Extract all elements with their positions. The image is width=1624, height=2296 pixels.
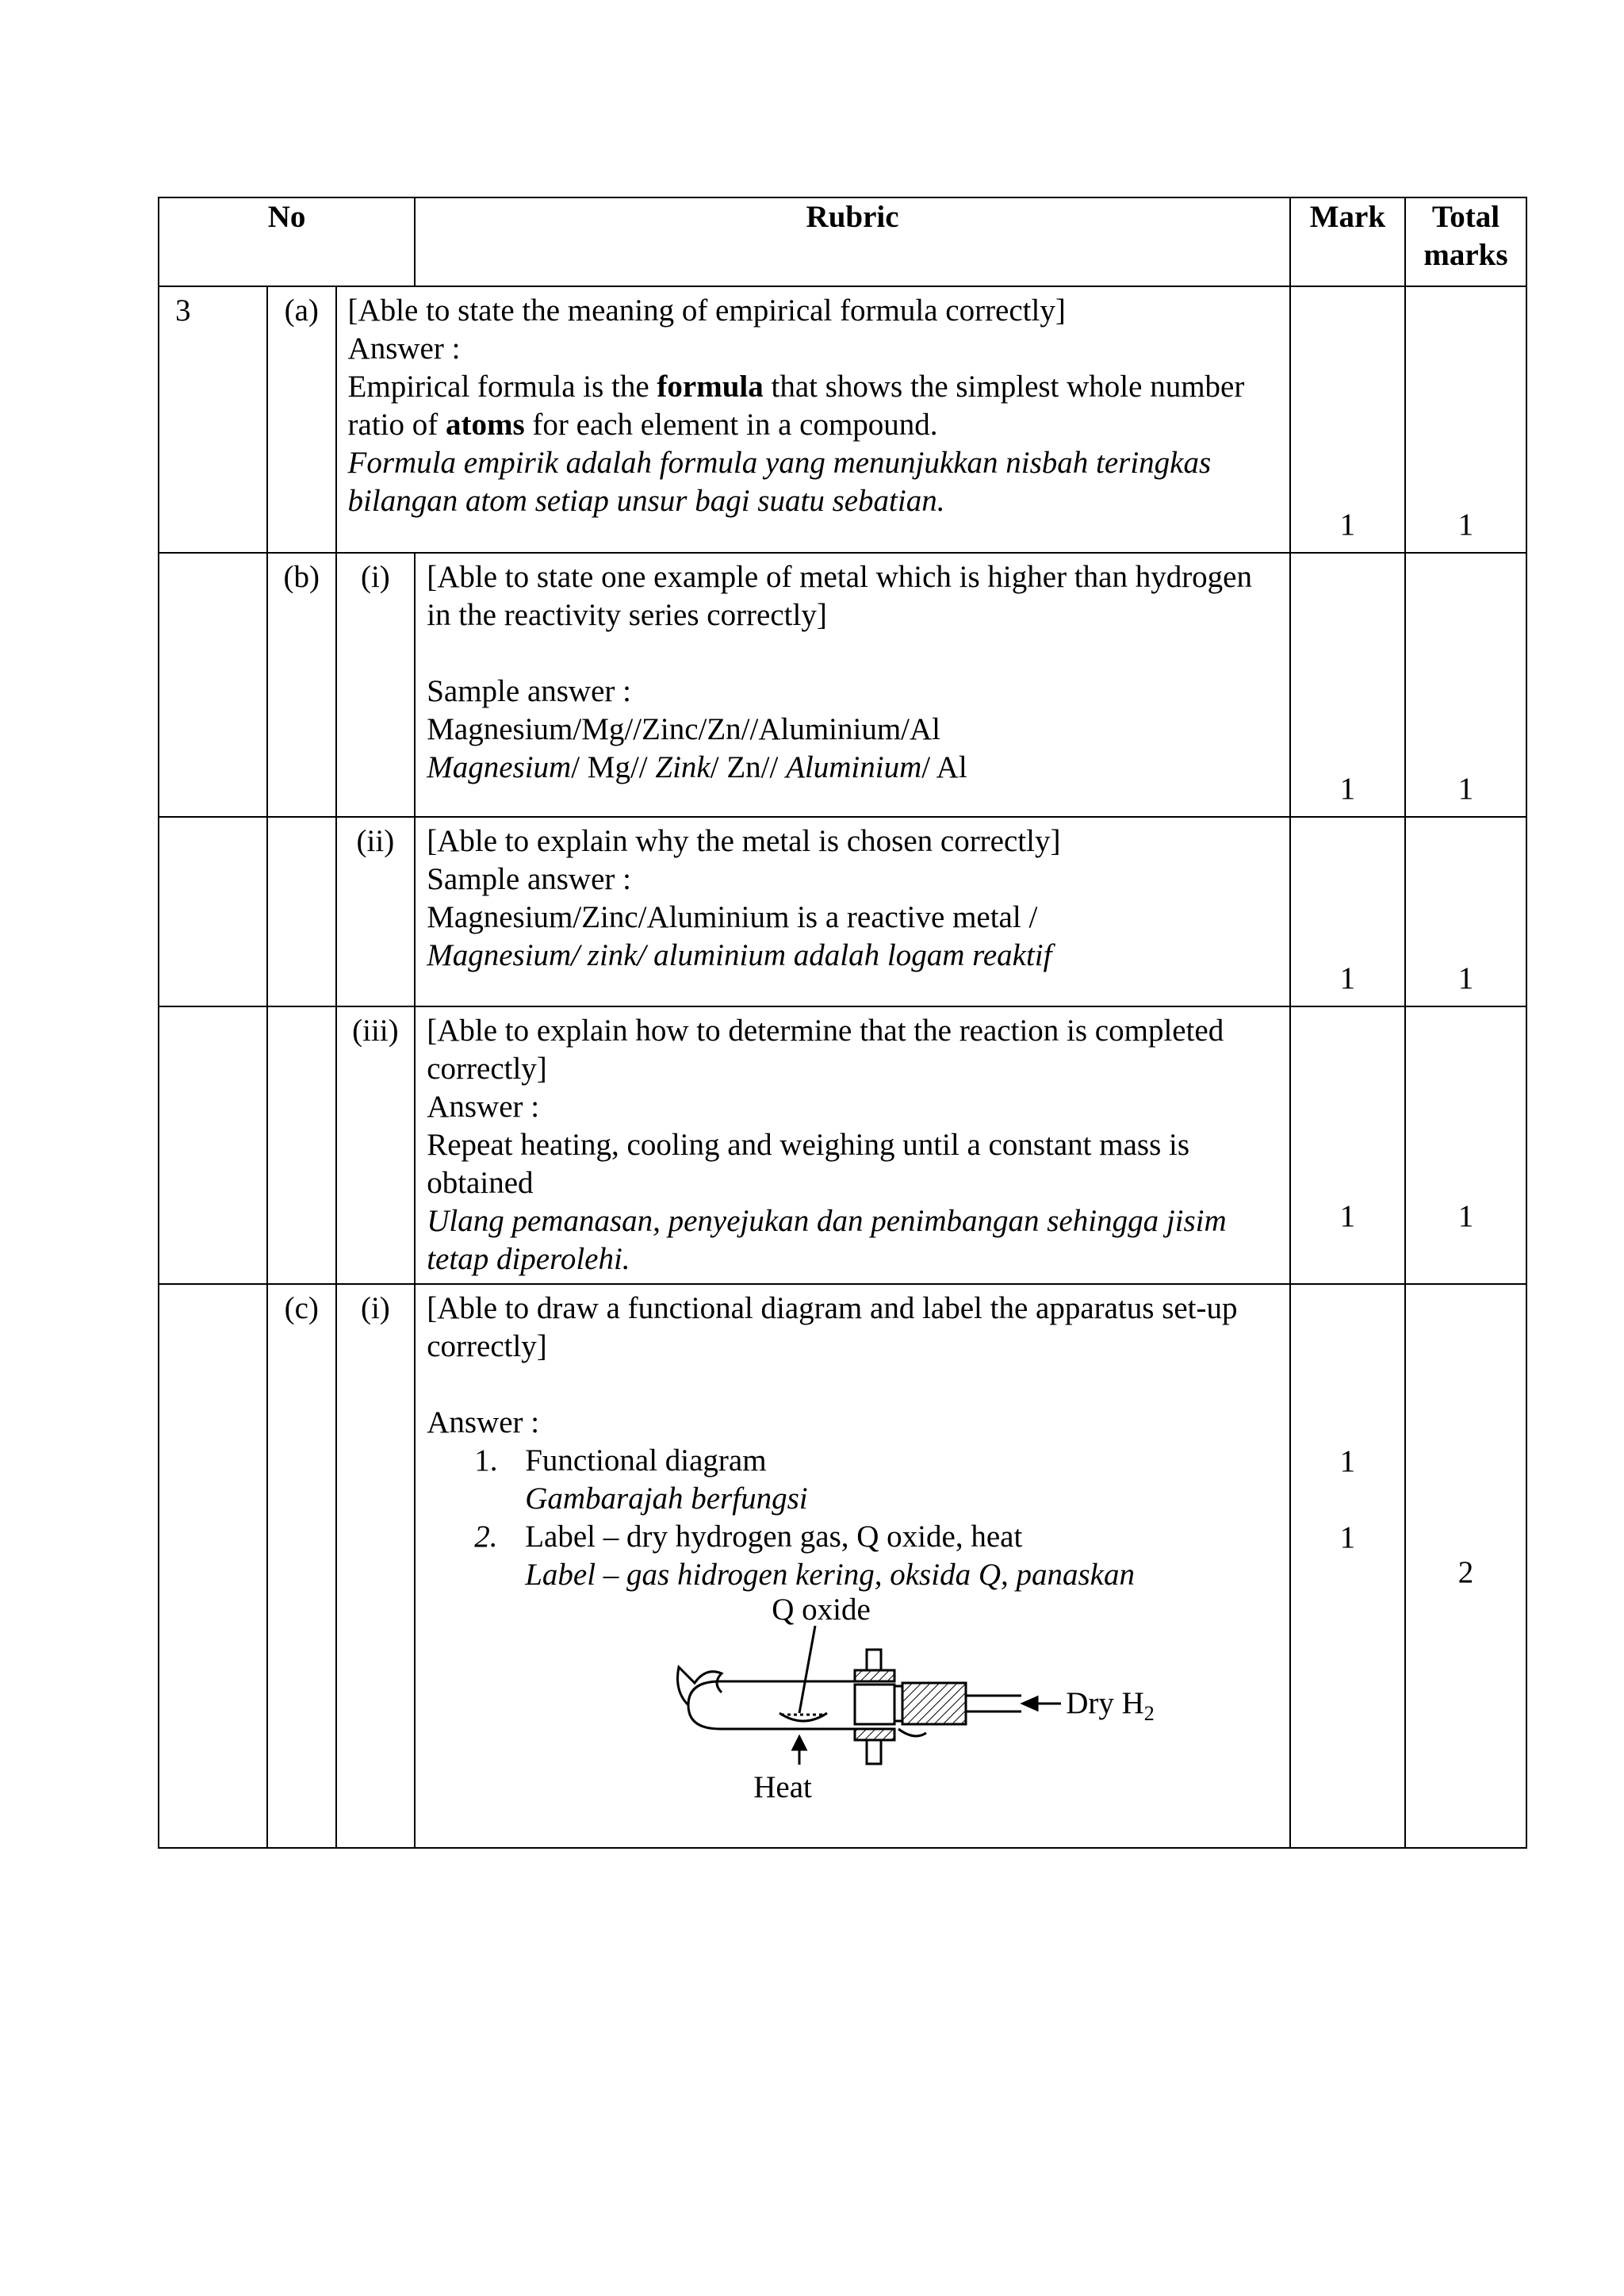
list-text: Label – dry hydrogen gas, Q oxide, heat <box>525 1520 1023 1554</box>
empty-cell <box>159 817 267 1006</box>
mark-cell: 1 <box>1290 286 1405 553</box>
list-number: 2. <box>474 1520 498 1554</box>
combustion-tube <box>688 1681 855 1729</box>
answer-segment: that shows the simplest whole number ratio of <box>347 370 1245 442</box>
subpart-label: (ii) <box>336 817 416 1006</box>
answer-malay: Magnesium/ Mg// Zink/ Zn// Aluminium/ Al <box>427 750 967 784</box>
criterion: [Able to state one example of metal which is higher than hydrogen in the reactivity series correctly] <box>427 560 1252 632</box>
header-total <box>1405 197 1526 286</box>
table-row <box>159 553 1526 817</box>
clamp-top <box>855 1670 894 1681</box>
header-total-line1: Total <box>1431 200 1500 234</box>
subpart-label: (i) <box>336 1284 416 1848</box>
header-no: No <box>159 197 415 286</box>
list-text: Functional diagram <box>525 1443 767 1478</box>
answer-text: Magnesium/Zinc/Aluminium is a reactive metal / <box>427 900 1038 934</box>
answer-label: Answer : <box>347 332 461 366</box>
part-label: (b) <box>267 553 336 817</box>
criterion: [Able to explain how to determine that the reaction is completed correctly] <box>427 1014 1224 1086</box>
question-number: 3 <box>159 286 267 553</box>
answer-malay: Ulang pemanasan, penyejukan dan penimbangan sehingga jisim tetap diperolehi. <box>427 1204 1227 1276</box>
answer-text: Repeat heating, cooling and weighing until a constant mass is obtained <box>427 1128 1190 1200</box>
total-cell: 1 <box>1405 286 1526 553</box>
q-oxide-pointer <box>799 1626 815 1713</box>
answer-list <box>427 1442 1278 1594</box>
subpart-label: (iii) <box>336 1006 416 1284</box>
rubber-connector <box>902 1683 966 1724</box>
criterion: [Able to draw a functional diagram and label the apparatus set-up correctly] <box>427 1291 1238 1363</box>
header-row <box>159 197 1526 286</box>
criterion: [Able to explain why the metal is chosen correctly] <box>427 824 1061 858</box>
label-q-oxide: Q oxide <box>772 1593 871 1627</box>
mark-cell <box>1290 1284 1405 1848</box>
answer-label: Answer : <box>427 1090 540 1124</box>
rubric-cell <box>415 1284 1290 1848</box>
list-item <box>427 1518 1278 1594</box>
label-heat: Heat <box>753 1770 812 1804</box>
table-row <box>159 1006 1526 1284</box>
total-cell: 1 <box>1405 1006 1526 1284</box>
rubric-cell <box>415 817 1290 1006</box>
answer-malay: Magnesium/ zink/ aluminium adalah logam reaktif <box>427 938 1052 972</box>
part-label: (c) <box>267 1284 336 1848</box>
table-row <box>159 286 1526 553</box>
empty-cell <box>159 553 267 817</box>
total-cell: 1 <box>1405 817 1526 1006</box>
table-row <box>159 1284 1526 1848</box>
header-mark: Mark <box>1290 197 1405 286</box>
header-rubric: Rubric <box>415 197 1290 286</box>
part-label: (a) <box>267 286 336 553</box>
list-malay: Label – gas hidrogen kering, oksida Q, panaskan <box>525 1558 1135 1592</box>
criterion: [Able to state the meaning of empirical formula correctly] <box>347 293 1066 328</box>
total-cell: 1 <box>1405 553 1526 817</box>
answer-malay: Formula empirik adalah formula yang menunjukkan nisbah teringkas bilangan atom setiap unsur bagi suatu sebatian. <box>347 446 1212 518</box>
stopper <box>855 1685 894 1724</box>
mark-cell: 1 <box>1290 1006 1405 1284</box>
delivery-tube <box>966 1696 1021 1711</box>
answer-label: Sample answer : <box>427 674 631 708</box>
subpart-label: (i) <box>336 553 416 817</box>
list-item <box>427 1442 1278 1518</box>
answer-label: Sample answer : <box>427 862 631 896</box>
answer-text: Magnesium/Mg//Zinc/Zn//Aluminium/Al <box>427 712 941 746</box>
empty-cell <box>159 1006 267 1284</box>
bold-term-atoms: atoms <box>446 408 525 442</box>
empty-cell <box>159 1284 267 1848</box>
clamp-bottom <box>855 1729 894 1740</box>
mark-cell: 1 <box>1290 553 1405 817</box>
total-cell: 2 <box>1405 1284 1526 1848</box>
apparatus-diagram <box>427 1594 1278 1832</box>
rubric-cell <box>415 553 1290 817</box>
list-malay: Gambarajah berfungsi <box>525 1481 808 1516</box>
empty-cell <box>267 817 336 1006</box>
bold-term-formula: formula <box>657 370 764 404</box>
empty-cell <box>267 1006 336 1284</box>
table-row <box>159 817 1526 1006</box>
answer-segment: Empirical formula is the <box>347 370 657 404</box>
answer-segment: for each element in a compound. <box>524 408 938 442</box>
mark-cell: 1 <box>1290 817 1405 1006</box>
label-dry-h2: Dry $H_2$ <box>1066 1686 1155 1725</box>
mark-value: 1 <box>1339 1520 1356 1554</box>
answer-text <box>348 368 1278 444</box>
header-total-line2: marks <box>1423 238 1508 272</box>
list-number: 1. <box>474 1443 498 1478</box>
answer-label: Answer : <box>427 1405 540 1439</box>
mark-value: 1 <box>1339 1444 1356 1478</box>
rubric-table <box>158 197 1527 1849</box>
rubric-cell <box>415 1006 1290 1284</box>
rubric-cell <box>336 286 1290 553</box>
